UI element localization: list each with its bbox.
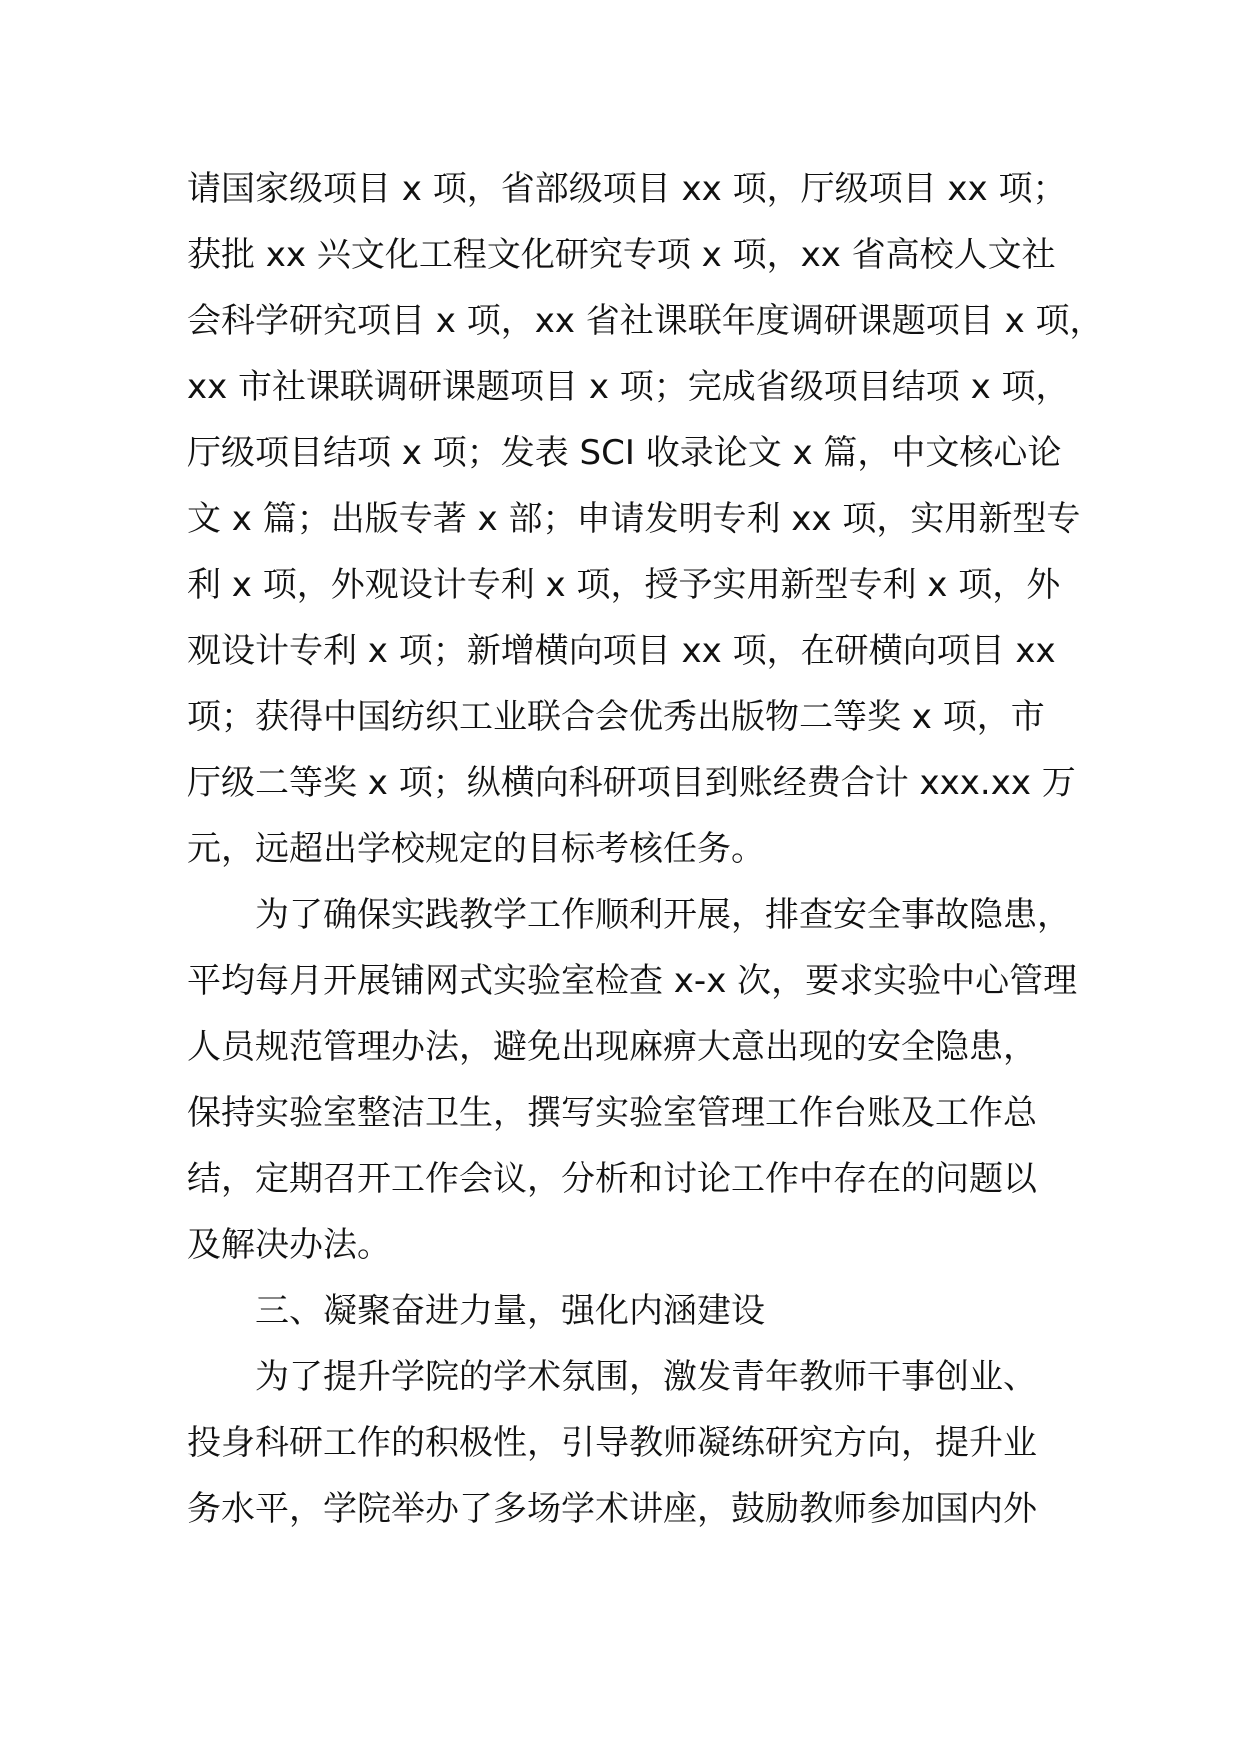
text-line: 观设计专利 x 项；新增横向项目 xx 项，在研横向项目 xx [187, 631, 1056, 671]
text-line: 厅级二等奖 x 项；纵横向科研项目到账经费合计 xxx.xx 万 [187, 763, 1076, 803]
body-text [187, 156, 1104, 1542]
text-line: 获批 xx 兴文化工程文化研究专项 x 项，xx 省高校人文社 [187, 235, 1056, 275]
text-line: 厅级项目结项 x 项；发表 SCI 收录论文 x 篇，中文核心论 [187, 433, 1062, 473]
text-line: 人员规范管理办法，避免出现麻痹大意出现的安全隐患， [187, 1027, 1037, 1067]
text-line: 平均每月开展铺网式实验室检查 x-x 次，要求实验中心管理 [187, 961, 1078, 1001]
text-line: 投身科研工作的积极性，引导教师凝练研究方向，提升业 [187, 1423, 1037, 1463]
text-line: 请国家级项目 x 项，省部级项目 xx 项，厅级项目 xx 项； [187, 169, 1067, 209]
text-line: 保持实验室整洁卫生，撰写实验室管理工作台账及工作总 [187, 1093, 1037, 1133]
section-heading: 三、凝聚奋进力量，强化内涵建设 [255, 1291, 765, 1331]
text-line: 文 x 篇；出版专著 x 部；申请发明专利 xx 项，实用新型专 [187, 499, 1081, 539]
text-line: 及解决办法。 [187, 1225, 391, 1265]
text-line: 项；获得中国纺织工业联合会优秀出版物二等奖 x 项，市 [187, 697, 1045, 737]
text-line: 结，定期召开工作会议，分析和讨论工作中存在的问题以 [187, 1159, 1037, 1199]
text-line: 利 x 项，外观设计专利 x 项，授予实用新型专利 x 项，外 [187, 565, 1061, 605]
paragraph-start-line: 为了提升学院的学术氛围，激发青年教师干事创业、 [255, 1357, 1037, 1397]
text-line: 务水平，学院举办了多场学术讲座，鼓励教师参加国内外 [187, 1489, 1037, 1529]
paragraph-start-line: 为了确保实践教学工作顺利开展，排查安全事故隐患， [255, 895, 1071, 935]
text-line: 会科学研究项目 x 项，xx 省社课联年度调研课题项目 x 项， [187, 301, 1104, 341]
text-line: 元，远超出学校规定的目标考核任务。 [187, 829, 765, 869]
text-line: xx 市社课联调研课题项目 x 项；完成省级项目结项 x 项， [187, 367, 1070, 407]
